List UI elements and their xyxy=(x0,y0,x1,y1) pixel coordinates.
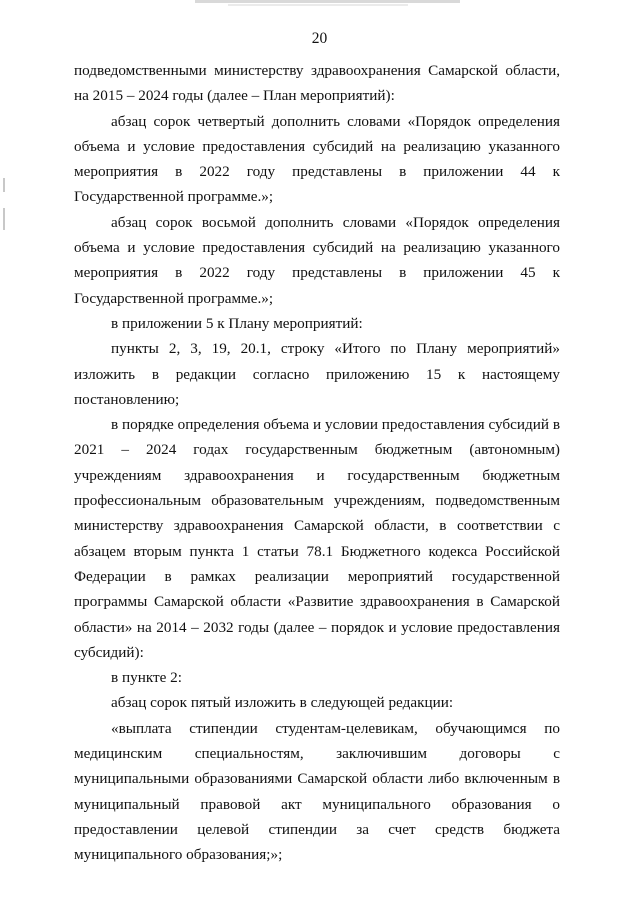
paragraph: пункты 2, 3, 19, 20.1, строку «Итого по Плану мероприятий» изложить в редакции согласно приложению 15 к настоящему постановлению; xyxy=(74,340,560,408)
scan-edge-mark xyxy=(195,0,460,3)
paragraph: абзац сорок пятый изложить в следующей редакции: xyxy=(111,694,454,712)
paragraph: в порядке определения объема и условии предоставления субсидий в 2021 – 2024 годах государственным бюджетным (автономным) учреждениям здравоохранения и государственным бюджетным профессиональным образовательным учреждениям, подведомственным министерству здравоохранения Самарской области, в соответствии с абзацем вторым пункта 1 статьи 78.1 Бюджетного кодекса Российской Федерации в рамках реализации мероприятий государственной программы Самарской области «Развитие здравоохранения в Самарской области» на 2014 – 2032 годы (далее – порядок и условие предоставления субсидий): xyxy=(74,416,560,661)
paragraph: в пункте 2: xyxy=(111,669,182,687)
paragraph: подведомственными министерству здравоохранения Самарской области, на 2015 – 2024 годы (далее – План мероприятий): xyxy=(74,62,560,105)
paragraph: абзац сорок четвертый дополнить словами «Порядок определения объема и условие предоставления субсидий на реализацию указанного мероприятия в 2022 году представлены в приложении 44 к Государственной программе.»; xyxy=(74,112,560,206)
scan-margin-artifact xyxy=(3,178,5,192)
paragraph: «выплата стипендии студентам-целевикам, обучающимся по медицинским специальностям, заключившим договоры с муниципальными образованиями Самарской области либо включенным в муниципальный правовой акт муниципального образования о предоставлении целевой стипендии за счет средств бюджета муниципального образования;»; xyxy=(74,719,560,864)
document-body xyxy=(74,58,560,868)
scan-margin-artifact xyxy=(3,208,5,230)
paragraph: абзац сорок восьмой дополнить словами «Порядок определения объема и условие предоставления субсидий на реализацию указанного мероприятия в 2022 году представлены в приложении 45 к Государственной программе.»; xyxy=(74,213,560,307)
paragraph: в приложении 5 к Плану мероприятий: xyxy=(111,314,363,332)
page-number: 20 xyxy=(311,30,328,47)
scan-edge-mark-secondary xyxy=(228,4,408,6)
